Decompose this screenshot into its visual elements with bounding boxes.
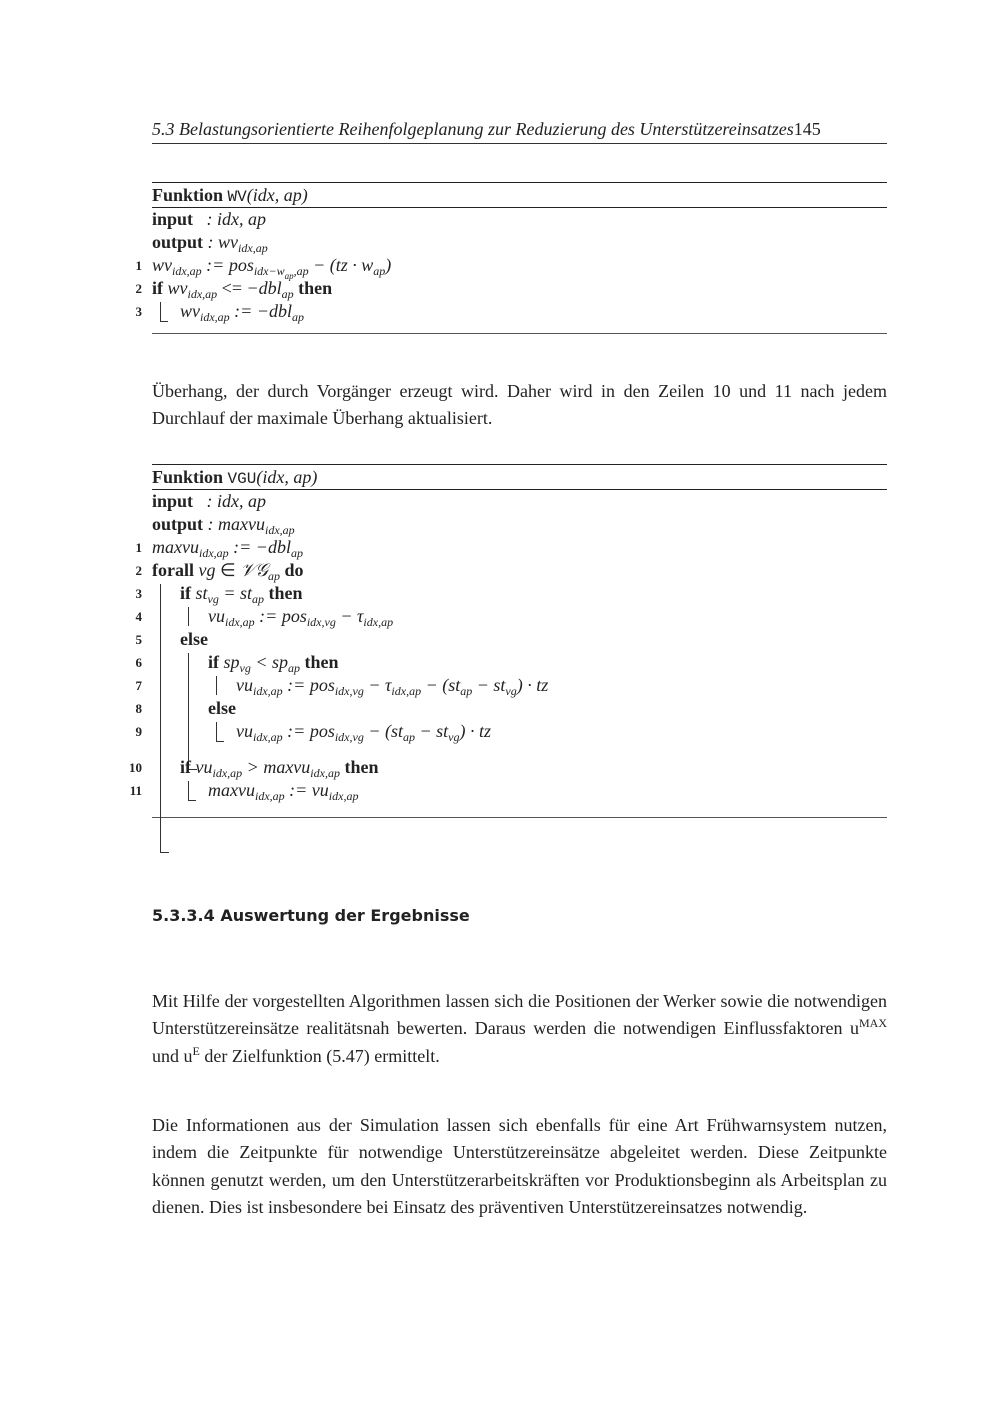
line-number: 5 xyxy=(135,632,142,647)
line-number: 10 xyxy=(129,760,142,775)
input-line xyxy=(152,490,887,513)
block-bar xyxy=(160,302,161,321)
input-keyword: input xyxy=(152,491,194,511)
algorithm-caption xyxy=(152,465,887,489)
if-keyword: if xyxy=(180,757,191,777)
function-name: WV xyxy=(227,188,247,206)
algo-line-1: 1 $wv_{idx,ap}$ := $pos_{idx-w_{ap},ap} - (tz \cdot w_{ap})$ xyxy=(152,254,887,277)
algorithm-caption xyxy=(152,183,887,207)
line-number: 11 xyxy=(129,783,142,798)
algo-line-2: 2 if $wv_{idx,ap} <= -dbl_{ap}$ then xyxy=(152,277,887,300)
block-end xyxy=(188,800,196,801)
u-max-symbol: u xyxy=(849,1018,859,1039)
algo-line-11: 11 maxvu$_{idx,ap}$ := $vu_{idx,ap}$ xyxy=(152,779,887,802)
block-end xyxy=(216,741,224,742)
running-header-title: 5.3 Belastungsorientierte Reihenfolgeplanung zur Reduzierung des Unterstützereinsatzes xyxy=(152,119,794,139)
algo-line-3: 3 $wv_{idx,ap}$ := −dbl$_{ap}$ xyxy=(152,300,887,323)
algorithm-bottom-rule xyxy=(152,817,887,818)
input-value: : idx, ap xyxy=(206,209,267,229)
u-e-symbol: u xyxy=(183,1045,193,1066)
block-bar xyxy=(216,676,217,695)
then-keyword: then xyxy=(304,652,339,672)
line-number: 7 xyxy=(135,678,142,693)
page-number: 145 xyxy=(793,119,821,139)
line-number: 3 xyxy=(135,586,142,601)
output-subscript: idx,ap xyxy=(265,523,295,537)
function-args: (idx, ap) xyxy=(256,467,318,487)
header-rule xyxy=(152,143,887,144)
paragraph-1: Überhang, der durch Vorgänger erzeugt wird. Daher wird in den Zeilen 10 und 11 nach jedem Durchlauf der maximale Überhang aktualisiert. xyxy=(152,381,887,429)
algo-line-6: 6 if $sp_{vg} < sp_{ap}$ then xyxy=(152,651,887,674)
algo-line-4: 4 $vu_{idx,ap}$ := $pos_{idx,vg} - \tau_{idx,ap}$ xyxy=(152,605,887,628)
caption-keyword: Funktion xyxy=(152,185,224,205)
algo-line-1: 1 maxvu$_{idx,ap}$ := −dbl$_{ap}$ xyxy=(152,536,887,559)
algorithm-wv xyxy=(135,182,887,334)
input-line xyxy=(152,208,887,231)
algo-line-5 xyxy=(135,628,887,651)
then-keyword: then xyxy=(298,278,333,298)
block-bar xyxy=(216,722,217,741)
u-e-superscript: E xyxy=(192,1043,200,1058)
line-number: 8 xyxy=(135,701,142,716)
paragraph-2-text-a: Mit Hilfe der vorgestellten Algorithmen lassen sich die Positionen der Werker sowie die notwendigen Unterstützereinsätze realitätsnah bewerten. Daraus werden die notwendigen Einflussfaktoren xyxy=(152,991,887,1039)
then-keyword: then xyxy=(268,583,303,603)
if-keyword: if xyxy=(152,278,163,298)
input-keyword: input xyxy=(152,209,194,229)
do-keyword: do xyxy=(284,560,304,580)
paragraph-3: Die Informationen aus der Simulation lassen sich ebenfalls für eine Art Frühwarnsystem nutzen, indem die Zeitpunkte für notwendige Unterstützereinsätze abgeleitet werden. Diese Zeitpunkte können genutzt werden, um den Unterstützerarbeitskräften vor Produktionsbeginn als Arbeitsplan zu dienen. Dies ist insbesondere bei Einsatz des präventiven Unterstützereinsatzes notwendig. xyxy=(152,1115,887,1217)
output-value: : wv xyxy=(207,232,239,252)
line-number: 2 xyxy=(135,563,142,578)
algo-line-9: 9 $vu_{idx,ap}$ := $pos_{idx,vg} - (st_{ap} - st_{vg})$ · tz xyxy=(152,720,887,756)
running-header xyxy=(152,117,887,141)
u-max-superscript: MAX xyxy=(858,1016,887,1031)
line-number: 1 xyxy=(135,258,142,273)
algo-line-7: 7 $vu_{idx,ap}$ := $pos_{idx,vg} - \tau_{idx,ap} - (st_{ap} - st_{vg})$ · tz xyxy=(152,674,887,697)
else-keyword: else xyxy=(208,698,236,718)
line-number: 1 xyxy=(135,540,142,555)
input-value: : idx, ap xyxy=(206,491,267,511)
algo-line-2: 2 forall vg ∈ 𝒱𝒢$_{ap}$ do xyxy=(152,559,887,582)
page xyxy=(129,0,887,1414)
output-subscript: idx,ap xyxy=(238,241,268,255)
if-keyword: if xyxy=(180,583,191,603)
section-heading: 5.3.3.4 Auswertung der Ergebnisse xyxy=(152,906,470,925)
paragraph-2 xyxy=(152,988,887,1070)
paragraph-2-text-b: und xyxy=(152,1045,184,1066)
function-name: VGU xyxy=(227,470,257,488)
caption-keyword: Funktion xyxy=(152,467,224,487)
line-number: 2 xyxy=(135,281,142,296)
line-number: 9 xyxy=(135,724,142,739)
then-keyword: then xyxy=(344,757,379,777)
algo-line-10: 10 if $vu_{idx,ap}$ > maxvu$_{idx,ap}$ then xyxy=(152,756,887,779)
block-end xyxy=(160,321,168,322)
output-keyword: output xyxy=(152,514,204,534)
algorithm-vgu xyxy=(129,464,887,818)
output-line xyxy=(152,231,887,254)
function-args: (idx, ap) xyxy=(246,185,308,205)
block-bar xyxy=(188,607,189,626)
line-number: 3 xyxy=(135,304,142,319)
line-number: 4 xyxy=(135,609,142,624)
output-line xyxy=(152,513,887,536)
output-value: : maxvu xyxy=(207,514,266,534)
algo-line-8 xyxy=(135,697,887,720)
paragraph-2-text-c: der Zielfunktion (5.47) ermittelt. xyxy=(199,1045,440,1066)
algorithm-body xyxy=(129,536,887,803)
block-bar xyxy=(188,781,189,800)
algorithm-bottom-rule xyxy=(152,333,887,334)
output-keyword: output xyxy=(152,232,204,252)
algo-line-3: 3 if $st_{vg} = st_{ap}$ then xyxy=(152,582,887,605)
if-keyword: if xyxy=(208,652,219,672)
line-number: 6 xyxy=(135,655,142,670)
forall-block-end xyxy=(160,852,169,853)
else-keyword: else xyxy=(180,629,208,649)
forall-keyword: forall xyxy=(152,560,194,580)
